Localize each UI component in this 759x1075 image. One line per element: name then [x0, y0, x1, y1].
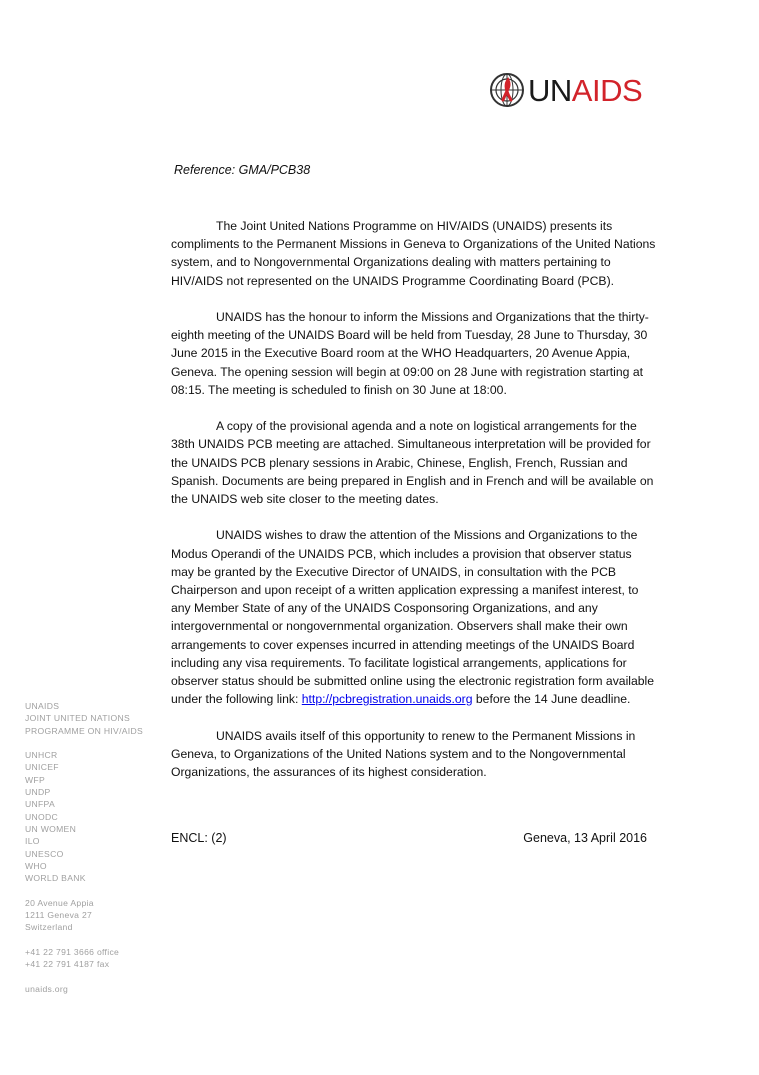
sidebar-cosponsor: UNDP: [25, 787, 51, 798]
sidebar-cosponsor: UNHCR: [25, 750, 58, 761]
sidebar-cosponsor: ILO: [25, 836, 40, 847]
sidebar-cosponsor: UN WOMEN: [25, 823, 77, 834]
footer-line: [171, 831, 647, 845]
paragraph-meeting-info: UNAIDS has the honour to inform the Missions and Organizations that the thirty-eighth meeting of the UNAIDS Board will be held from Tuesday, 28 June to Thursday, 30 June 2015 in the Executive Board room at the WHO Headquarters, 20 Avenue Appia, Geneva. The opening session will begin at 09:00 on 28 June with registration starting at 08:15. The meeting is scheduled to finish on 30 June at 18:00.: [171, 310, 649, 397]
sidebar-fax: +41 22 791 4187 fax: [25, 959, 110, 970]
sidebar-cosponsor: WORLD BANK: [25, 873, 86, 884]
place-date: Geneva, 13 April 2016: [523, 831, 647, 845]
sidebar-cosponsor: UNODC: [25, 811, 59, 822]
sidebar-cosponsor: UNFPA: [25, 799, 55, 810]
sidebar-cosponsor: WHO: [25, 860, 47, 871]
paragraph-agenda: A copy of the provisional agenda and a note on logistical arrangements for the 38th UNAIDS PCB meeting are attached. Simultaneous interpretation will be provided for the UNAIDS PCB plenary sessions in Arabic, Chinese, English, French, Russian and Spanish. Documents are being prepared in English and in French and will be available on the UNAIDS web site closer to the meeting dates.: [171, 419, 654, 507]
paragraph-closing: UNAIDS avails itself of this opportunity to renew to the Permanent Missions in Geneva, to Organizations of the United Nations system and to the Nongovernmental Organizations, the assurances of its highest consideration.: [171, 728, 636, 780]
logo-wordmark: UNAIDS: [528, 72, 643, 108]
unaids-logo: [489, 70, 664, 110]
sidebar-org: JOINT UNITED NATIONS: [25, 713, 130, 724]
sidebar-cosponsor: UNESCO: [25, 848, 64, 859]
sidebar-address: 20 Avenue Appia: [25, 897, 94, 908]
sidebar-org: UNAIDS: [25, 701, 60, 711]
sidebar-address: Switzerland: [25, 922, 73, 933]
paragraph-observer-status: UNAIDS wishes to draw the attention of the Missions and Organizations to the Modus Operandi of the UNAIDS PCB, which includes a provision that observer status may be granted by the Executive Director of UNAIDS, in consultation with the PCB Chairperson and upon receipt of a written application expressing a manifest interest, to any Member State of any of the UNAIDS Cosponsoring Organizations, and any intergovernmental or nongovernmental organization. Observers shall make their own arrangements to cover expenses incurred in attending meetings of the UNAIDS Board including any visa requirements. To facilitate logistical arrangements, applications for observer status should be submitted online using the electronic registration form available under the following link: http://pcbregistration.unaids.org before the 14 June deadline.: [171, 528, 655, 707]
enclosures-label: ENCL: (2): [171, 831, 227, 845]
sidebar-contact-block: [25, 700, 143, 995]
sidebar-phone: +41 22 791 3666 office: [25, 946, 120, 957]
sidebar-cosponsor: WFP: [25, 774, 45, 785]
sidebar-address: 1211 Geneva 27: [25, 910, 93, 921]
registration-link[interactable]: http://pcbregistration.unaids.org: [301, 692, 473, 707]
reference-line: Reference: GMA/PCB38: [174, 163, 311, 177]
sidebar-org: PROGRAMME ON HIV/AIDS: [25, 725, 144, 736]
sidebar-cosponsor: UNICEF: [25, 762, 59, 773]
sidebar-website: unaids.org: [25, 983, 69, 994]
letter-body: [171, 217, 657, 799]
un-emblem-icon: [489, 72, 525, 108]
paragraph-introduction: The Joint United Nations Programme on HIV/AIDS (UNAIDS) presents its compliments to the Permanent Missions in Geneva to Organizations of the United Nations system, and to Nongovernmental Organizations dealing with matters pertaining to HIV/AIDS not represented on the UNAIDS Programme Coordinating Board (PCB).: [171, 219, 656, 288]
